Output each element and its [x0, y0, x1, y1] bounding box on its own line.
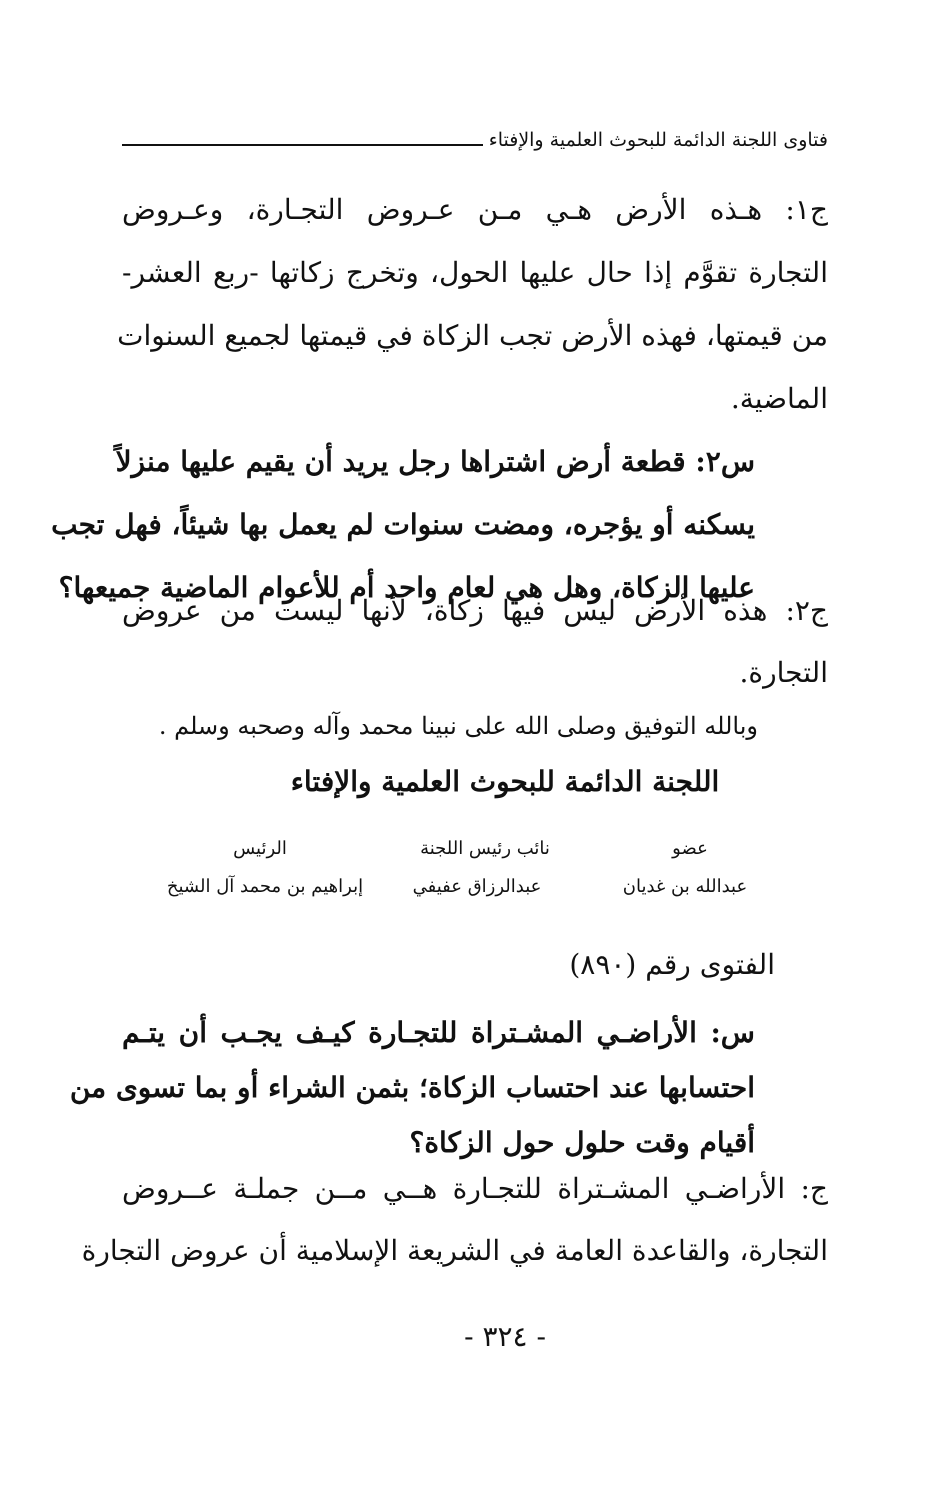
closing-formula: وبالله التوفيق وصلى الله على نبينا محمد وآله وصحبه وسلم . — [158, 712, 758, 740]
answer-2-line: ج٢: هذه الأرض ليس فيها زكاة، لأنها ليست من عروض — [122, 594, 828, 627]
question-3-line: احتسابها عند احتساب الزكاة؛ بثمن الشراء أو بما تسوى من — [69, 1071, 755, 1104]
fatwa-number: الفتوى رقم (٨٩٠) — [569, 948, 775, 981]
answer-3-line: ج: الأراضـي المشـتراة للتجـارة هــي مــن جملـة عــروض — [122, 1172, 828, 1205]
header-title: فتاوى اللجنة الدائمة للبحوث العلمية والإفتاء — [488, 129, 828, 151]
question-2-line: س٢: قطعة أرض اشتراها رجل يريد أن يقيم عليها منزلاً — [115, 445, 755, 478]
question-2-line: يسكنه أو يؤجره، ومضت سنوات لم يعمل بها شيئاً، فهل تجب — [51, 508, 755, 541]
signatory-name: عبدالرزاق عفيفي — [412, 876, 542, 897]
answer-3-line: التجارة، والقاعدة العامة في الشريعة الإسلامية أن عروض التجارة — [81, 1234, 828, 1267]
answer-1-line: من قيمتها، فهذه الأرض تجب الزكاة في قيمتها لجميع السنوات — [117, 319, 828, 352]
answer-1-line: التجارة تقوَّم إذا حال عليها الحول، وتخرج زكاتها -ربع العشر- — [122, 256, 828, 289]
committee-title: اللجنة الدائمة للبحوث العلمية والإفتاء — [290, 765, 720, 798]
signatory-name: إبراهيم بن محمد آل الشيخ — [166, 876, 364, 897]
question-3 — [69, 1005, 755, 1170]
signatory-role: الرئيس — [233, 838, 287, 859]
question-2-line: عليها الزكاة، وهل هي لعام واحد أم للأعوام الماضية جميعها؟ — [58, 571, 755, 604]
answer-1-line: ج١: هـذه الأرض هـي مـن عـروض التجـارة، وعـروض — [122, 193, 828, 226]
signatory-role: عضو — [672, 838, 708, 859]
answer-2-line: التجارة. — [739, 656, 828, 689]
signatory-name: عبدالله بن غديان — [622, 876, 748, 897]
signatory-role: نائب رئيس اللجنة — [420, 838, 550, 859]
answer-1-line: الماضية. — [730, 382, 828, 415]
page-number: - ٣٢٤ - — [464, 1320, 546, 1353]
running-header — [122, 110, 828, 150]
answer-1 — [117, 178, 828, 430]
answer-2 — [122, 580, 828, 704]
header-rule — [122, 144, 483, 146]
question-3-line: س: الأراضـي المشـتراة للتجـارة كيـف يجـب أن يتـم — [122, 1016, 755, 1049]
question-3-line: أقيام وقت حلول حول الزكاة؟ — [409, 1126, 755, 1159]
answer-3 — [81, 1158, 828, 1282]
